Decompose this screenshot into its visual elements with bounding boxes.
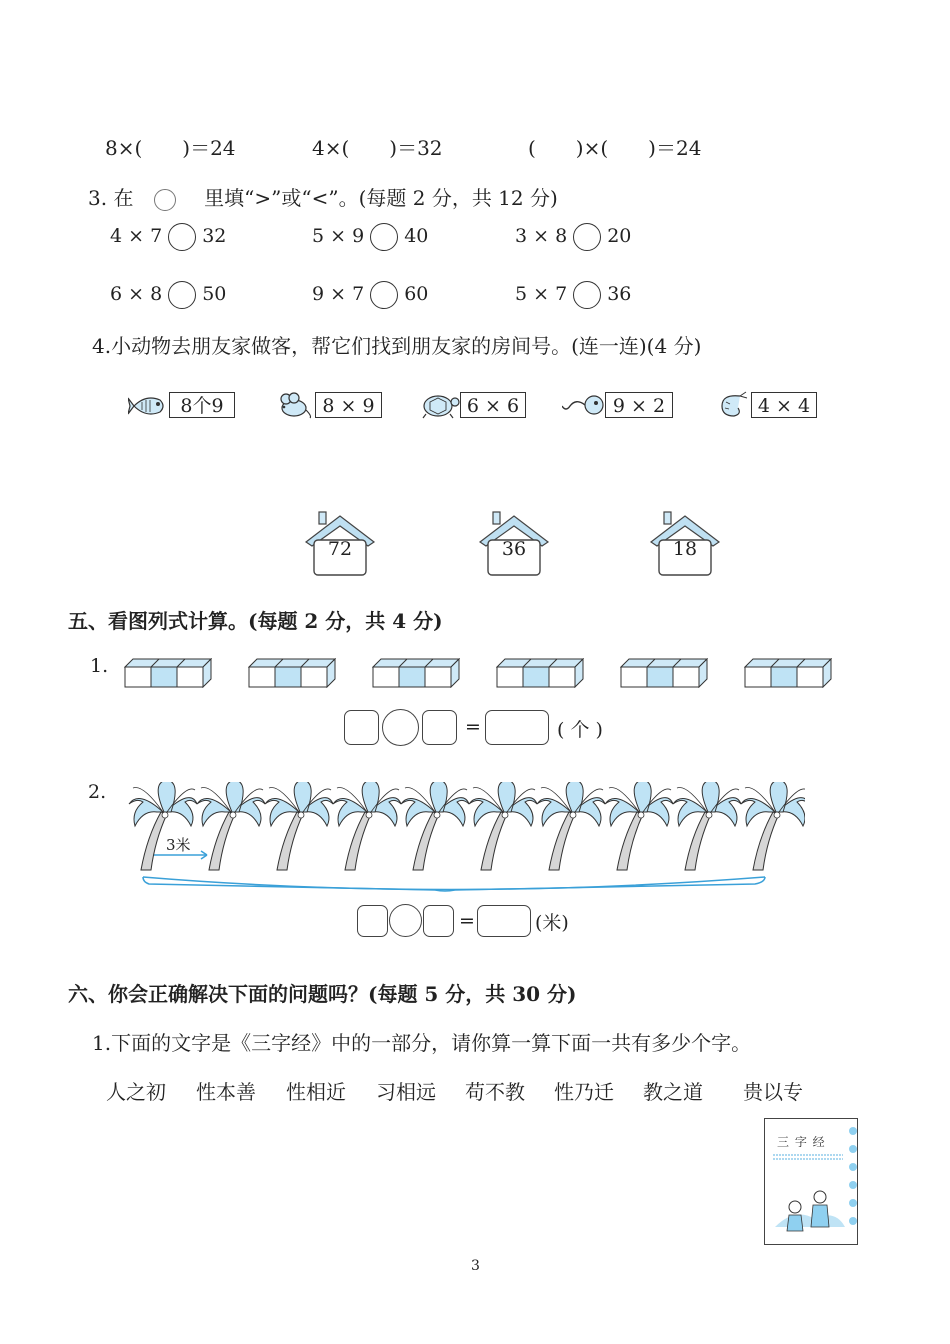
turtle-icon <box>418 390 460 420</box>
house[interactable] <box>476 510 552 578</box>
phrase: 人之初 <box>106 1080 166 1104</box>
q2-item-1: 8×( )＝24 <box>105 136 236 160</box>
q3-right: 60 <box>404 283 429 305</box>
q2-item-2: 4×( )＝32 <box>312 136 443 160</box>
q3-left: 9 × 7 <box>312 283 365 305</box>
page-number: 3 <box>471 1258 480 1274</box>
q3-left: 4 × 7 <box>110 225 163 247</box>
phrase: 习相远 <box>376 1080 436 1104</box>
palm-tree-icon <box>673 782 741 870</box>
house-number: 18 <box>672 538 698 560</box>
result-box[interactable] <box>477 905 531 937</box>
q3-item <box>110 281 226 309</box>
q3-right: 50 <box>202 283 227 305</box>
palm-tree-icon <box>265 782 333 870</box>
blank-circle-icon <box>154 189 176 211</box>
cube-group <box>372 658 460 688</box>
phrase: 性本善 <box>196 1080 256 1104</box>
q3-item <box>515 223 631 251</box>
phrase: 苟不教 <box>465 1080 525 1104</box>
q4-title: 4.小动物去朋友家做客，帮它们找到朋友家的房间号。(连一连)(4 分) <box>92 334 702 358</box>
p2-label: 2. <box>88 781 107 803</box>
q3-item <box>312 223 428 251</box>
palm-tree-icon <box>605 782 673 870</box>
compare-circle[interactable] <box>168 223 196 251</box>
q3-left: 5 × 9 <box>312 225 365 247</box>
house[interactable] <box>302 510 378 578</box>
palm-tree-icon <box>741 782 805 870</box>
q3-left: 5 × 7 <box>515 283 568 305</box>
unit-label: ( 个 ) <box>557 719 603 741</box>
phrase: 教之道 <box>643 1080 703 1104</box>
result-box[interactable] <box>485 710 549 745</box>
q3-left: 6 × 8 <box>110 283 163 305</box>
mouse-icon <box>274 390 314 420</box>
s6-q1: 1.下面的文字是《三字经》中的一部分，请你算一算下面一共有多少个字。 <box>92 1031 752 1055</box>
palm-tree-icon <box>129 782 197 870</box>
q3-item <box>312 281 428 309</box>
cube-group <box>744 658 832 688</box>
compare-circle[interactable] <box>168 281 196 309</box>
palm-trees <box>125 782 805 902</box>
animal-expr-box: 6 × 6 <box>460 392 526 418</box>
answer-box[interactable] <box>422 710 457 745</box>
q3-right: 36 <box>607 283 632 305</box>
q3-right: 32 <box>202 225 227 247</box>
q3-title-post: 里填“>”或“<”。(每题 2 分，共 12 分) <box>204 186 558 210</box>
phrase: 性相近 <box>286 1080 346 1104</box>
palm-tree-icon <box>401 782 469 870</box>
q3-title-pre: 3. 在 <box>88 186 134 210</box>
section5-title: 五、看图列式计算。(每题 2 分，共 4 分) <box>68 609 443 633</box>
p1-label: 1. <box>90 655 109 677</box>
equals-sign: = <box>465 716 481 738</box>
cube-group <box>248 658 336 688</box>
cube-group <box>124 658 212 688</box>
book-art-icon <box>765 1119 859 1246</box>
phrase: 贵以专 <box>743 1080 803 1104</box>
cube-group <box>620 658 708 688</box>
answer-box[interactable] <box>423 905 454 937</box>
answer-box[interactable] <box>344 710 379 745</box>
tadpole-icon <box>562 392 606 418</box>
compare-circle[interactable] <box>573 223 601 251</box>
answer-box[interactable] <box>357 905 388 937</box>
compare-circle[interactable] <box>370 223 398 251</box>
palm-tree-icon <box>469 782 537 870</box>
shrimp-icon <box>714 390 748 420</box>
q3-item <box>515 281 631 309</box>
fish-icon <box>128 392 168 420</box>
q3-item <box>110 223 226 251</box>
compare-circle[interactable] <box>573 281 601 309</box>
unit-label: (米) <box>535 912 569 934</box>
palm-tree-icon <box>537 782 605 870</box>
range-brace <box>143 877 765 890</box>
book-illustration <box>764 1118 858 1245</box>
cube-group <box>496 658 584 688</box>
q3-title <box>88 182 558 211</box>
palm-tree-icon <box>333 782 401 870</box>
q3-right: 20 <box>607 225 632 247</box>
q3-right: 40 <box>404 225 429 247</box>
palm-tree-icon <box>197 782 265 870</box>
q2-item-3: ( )×( )＝24 <box>528 136 702 160</box>
operator-circle[interactable] <box>389 904 422 937</box>
q3-left: 3 × 8 <box>515 225 568 247</box>
animal-expr-box: 4 × 4 <box>751 392 817 418</box>
animal-expr-box: 8个9 <box>169 392 235 418</box>
section6-title: 六、你会正确解决下面的问题吗？(每题 5 分，共 30 分) <box>68 982 577 1006</box>
animal-expr-box: 9 × 2 <box>605 392 673 418</box>
house[interactable] <box>647 510 723 578</box>
distance-label: 3米 <box>166 836 191 854</box>
house-number: 36 <box>501 538 527 560</box>
animal-expr-box: 8 × 9 <box>315 392 382 418</box>
equals-sign: = <box>459 910 475 932</box>
book-title: 三 字 经 <box>777 1135 826 1149</box>
phrase: 性乃迁 <box>554 1080 614 1104</box>
operator-circle[interactable] <box>382 709 419 746</box>
compare-circle[interactable] <box>370 281 398 309</box>
house-number: 72 <box>327 538 353 560</box>
